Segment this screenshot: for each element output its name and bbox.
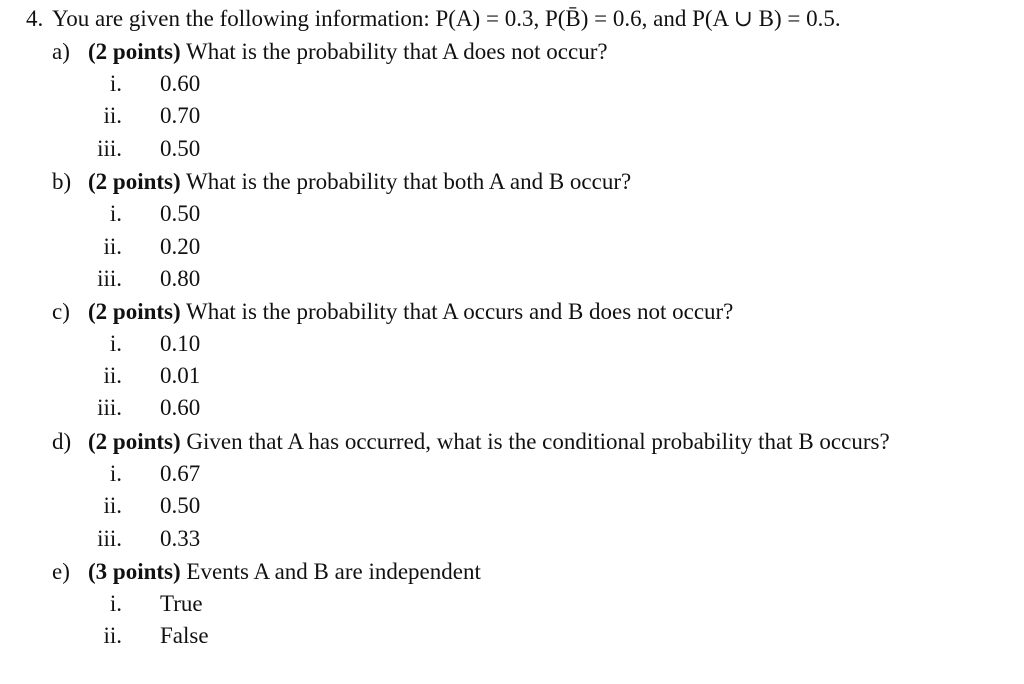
part-d-option-3-label: iii. <box>97 526 122 551</box>
part-e-points: (3 points) <box>88 559 181 584</box>
question-number: 4. <box>26 6 44 31</box>
part-b-option-1-label: i. <box>109 201 122 226</box>
part-b-label: b) <box>52 169 72 194</box>
part-b-option-2-value[interactable]: 0.20 <box>160 234 201 259</box>
part-c-option-1-label: i. <box>109 331 122 356</box>
part-c-option-1-value[interactable]: 0.10 <box>160 331 201 356</box>
part-b-option-3-value[interactable]: 0.80 <box>160 266 201 291</box>
part-b-text: What is the probability that both A and B occur? <box>186 169 632 194</box>
part-d-option-1-value[interactable]: 0.67 <box>160 461 201 486</box>
question-intro: You are given the following information: P(A) = 0.3, P(B̄) = 0.6, and P(A ∪ B) = 0.5. <box>52 6 841 31</box>
part-a-text: What is the probability that A does not occur? <box>186 39 608 64</box>
part-b-option-3-label: iii. <box>97 266 122 291</box>
part-c-prompt <box>88 298 733 326</box>
part-a-points: (2 points) <box>88 39 181 64</box>
part-e-option-1-label: i. <box>109 591 122 616</box>
part-d-option-3-value[interactable]: 0.33 <box>160 526 201 551</box>
part-a-prompt <box>88 38 608 66</box>
part-d-option-1-label: i. <box>109 461 122 486</box>
part-a-label: a) <box>52 39 70 64</box>
part-e-label: e) <box>52 559 70 584</box>
part-b-prompt <box>88 168 631 196</box>
part-b-points: (2 points) <box>88 169 181 194</box>
part-c-option-3-label: iii. <box>97 395 122 420</box>
part-c-option-3-value[interactable]: 0.60 <box>160 395 201 420</box>
part-e-text: Events A and B are independent <box>186 559 481 584</box>
part-d-prompt <box>88 428 890 456</box>
part-d-points: (2 points) <box>88 429 181 454</box>
part-c-points: (2 points) <box>88 299 181 324</box>
part-a-option-3-label: iii. <box>97 136 122 161</box>
part-c-text: What is the probability that A occurs and B does not occur? <box>186 299 734 324</box>
part-d-option-2-value[interactable]: 0.50 <box>160 493 201 518</box>
part-a-option-1-value[interactable]: 0.60 <box>160 71 201 96</box>
part-e-option-1-value[interactable]: True <box>160 591 203 616</box>
part-c-option-2-label: ii. <box>103 363 122 388</box>
part-e-option-2-value[interactable]: False <box>160 623 209 648</box>
part-b-option-2-label: ii. <box>103 234 122 259</box>
part-a-option-2-value[interactable]: 0.70 <box>160 103 201 128</box>
part-e-prompt <box>88 558 481 586</box>
part-a-option-3-value[interactable]: 0.50 <box>160 136 201 161</box>
part-e-option-2-label: ii. <box>103 623 122 648</box>
part-d-option-2-label: ii. <box>103 493 122 518</box>
part-d-label: d) <box>52 429 72 454</box>
part-c-option-2-value[interactable]: 0.01 <box>160 363 201 388</box>
part-a-option-1-label: i. <box>109 71 122 96</box>
part-d-text: Given that A has occurred, what is the conditional probability that B occurs? <box>186 429 890 454</box>
part-a-option-2-label: ii. <box>103 103 122 128</box>
part-c-label: c) <box>52 299 70 324</box>
part-b-option-1-value[interactable]: 0.50 <box>160 201 201 226</box>
